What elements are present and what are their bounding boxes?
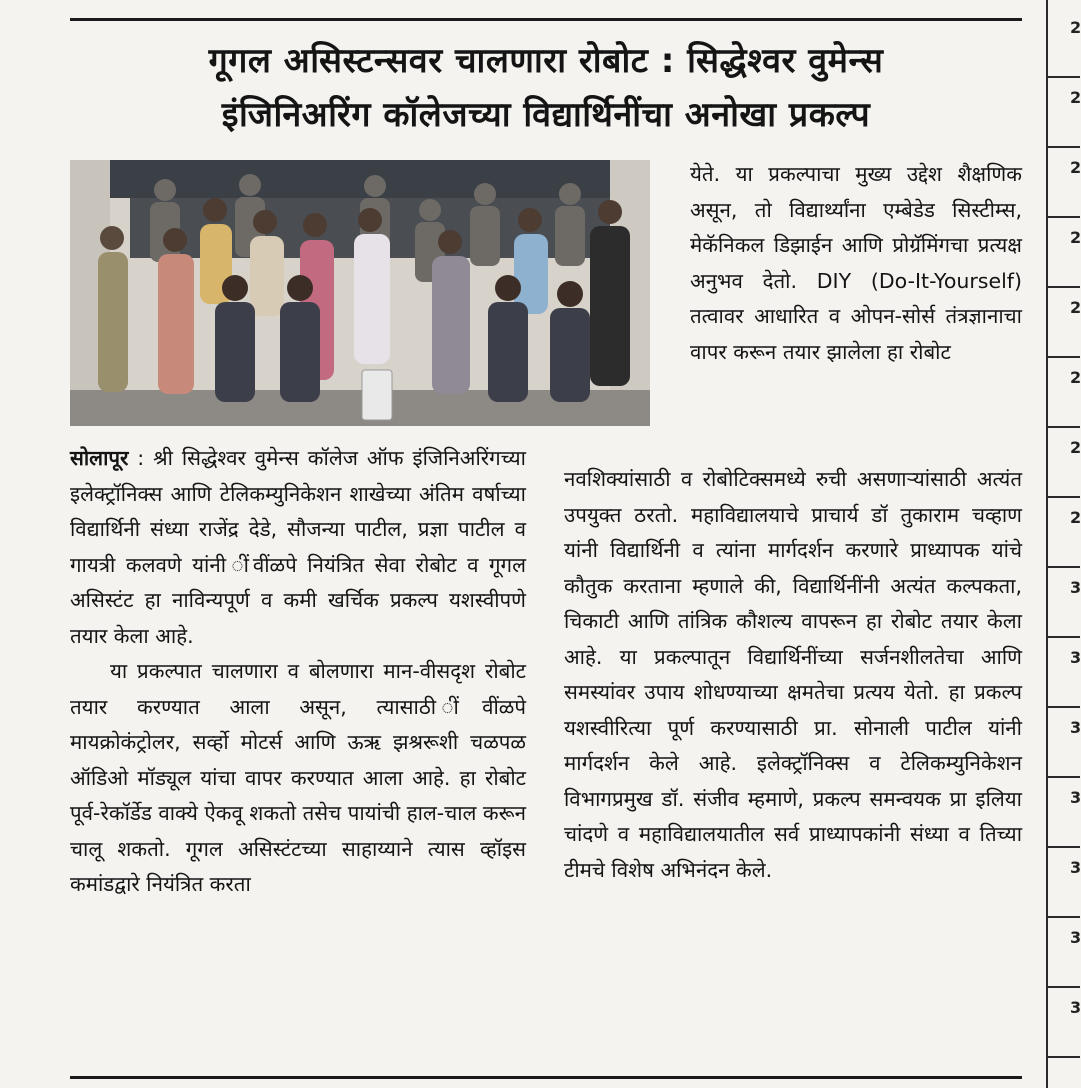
paragraph-1: : श्री सिद्धेश्वर वुमेन्स कॉलेज ऑफ इंजिनिअरिंगच्या इलेक्ट्रॉनिक्स आणि टेलिकम्युनिकेशन शाखेच्या अंतिम वर्षाच्या विद्यार्थिनी संध्या राजेंद्र देडे, सौजन्या पाटील, प्रज्ञा पाटील व गायत्री कलवणे यांनी ींवींळपे नियंत्रित सेवा रोबोट व गूगल असिस्टंट हा नाविन्यपूर्ण व कमी खर्चिक प्रकल्प यशस्वीपणे तयार केला आहे. [70, 446, 526, 648]
headline [70, 34, 1022, 142]
article-left-column [70, 441, 526, 903]
paragraph-2-continued: येते. या प्रकल्पाचा मुख्य उद्देश शैक्षणिक असून, तो विद्यार्थ्यांना एम्बेडेड सिस्टीम्स, मेकॅनिकल डिझाईन आणि प्रोग्रॅमिंगचा प्रत्यक्ष अनुभव देतो. DIY (Do-It-Yourself) तत्वावर आधारित व ओपन-सोर्स तंत्रज्ञानाचा वापर करून तयार झालेला हा रोबोट [690, 162, 1022, 364]
strip-digit: 2 [1070, 368, 1081, 387]
strip-rule [1048, 426, 1080, 428]
headline-line-1: गूगल असिस्टन्सवर चालणारा रोबोट : सिद्धेश्वर वुमेन्स [208, 41, 884, 81]
article-right-column-top [690, 157, 1022, 370]
strip-digit: 3 [1070, 578, 1081, 597]
strip-digit: 3 [1070, 648, 1081, 667]
strip-digit: 3 [1070, 858, 1081, 877]
strip-rule [1048, 1056, 1080, 1058]
adjacent-page-strip [1048, 0, 1080, 1088]
strip-digit: 2 [1070, 88, 1081, 107]
strip-digit: 2 [1070, 298, 1081, 317]
article-right-column [564, 462, 1022, 888]
strip-digit: 2 [1070, 158, 1081, 177]
strip-rule [1048, 566, 1080, 568]
strip-rule [1048, 216, 1080, 218]
strip-digit: 3 [1070, 718, 1081, 737]
strip-digit: 3 [1070, 998, 1081, 1017]
strip-rule [1048, 776, 1080, 778]
strip-rule [1048, 356, 1080, 358]
strip-digit: 3 [1070, 788, 1081, 807]
bottom-rule [70, 1076, 1022, 1079]
strip-digit: 2 [1070, 508, 1081, 527]
strip-rule [1048, 986, 1080, 988]
strip-rule [1048, 846, 1080, 848]
strip-rule [1048, 706, 1080, 708]
strip-rule [1048, 76, 1080, 78]
strip-rule [1048, 916, 1080, 918]
strip-digit: 3 [1070, 928, 1081, 947]
top-rule [70, 18, 1022, 21]
paragraph-2-continued-2: नवशिक्यांसाठी व रोबोटिक्समध्ये रुची असणाऱ्यांसाठी अत्यंत उपयुक्त ठरतो. महाविद्यालयाचे प्राचार्य डॉ तुकाराम चव्हाण यांनी विद्यार्थिनी व त्यांना मार्गदर्शन करणारे प्राध्यापक यांचे कौतुक करताना म्हणाले की, विद्यार्थिनींनी अत्यंत कल्पकता, चिकाटी आणि तांत्रिक कौशल्य वापरून हा रोबोट तयार केला आहे. या प्रकल्पातून विद्यार्थिनींच्या सर्जनशीलतेचा आणि समस्यांवर उपाय शोधण्याच्या क्षमतेचा प्रत्यय येतो. हा प्रकल्प यशस्वीरित्या पूर्ण करण्यासाठी प्रा. सोनाली पाटील यांनी मार्गदर्शन केले आहे. इलेक्ट्रॉनिक्स व टेलिकम्युनिकेशन विभागप्रमुख डॉ. संजीव म्हमाणे, प्रकल्प समन्वयक प्रा इलिया चांदणे व महाविद्यालयातील सर्व प्राध्यापकांनी संध्या व तिच्या टीमचे विशेष अभिनंदन केले. [564, 467, 1022, 882]
group-photo [70, 160, 650, 426]
paragraph-2: या प्रकल्पात चालणारा व बोलणारा मान-वीसदृश रोबोट तयार करण्यात आला असून, त्यासाठी ींवींळपे मायक्रोकंट्रोलर, सर्व्हो मोटर्स आणि ऊऋ झश्ररूशी चळपळ ऑडिओ मॉड्यूल यांचा वापर करण्यात आला आहे. हा रोबोट पूर्व-रेकॉर्डेड वाक्ये ऐकवू शकतो तसेच पायांची हाल-चाल करून चालू शकतो. गूगल असिस्टंटच्या साहाय्याने त्यास व्हॉइस कमांडद्वारे नियंत्रित करता [70, 659, 526, 896]
strip-rule [1048, 146, 1080, 148]
strip-rule [1048, 636, 1080, 638]
strip-digit: 2 [1070, 438, 1081, 457]
strip-rule [1048, 286, 1080, 288]
strip-digit: 2 [1070, 18, 1081, 37]
headline-line-2: इंजिनिअरिंग कॉलेजच्या विद्यार्थिनींचा अनोखा प्रकल्प [221, 95, 871, 135]
strip-digit: 2 [1070, 228, 1081, 247]
dateline: सोलापूर [70, 446, 129, 470]
strip-rule [1048, 496, 1080, 498]
